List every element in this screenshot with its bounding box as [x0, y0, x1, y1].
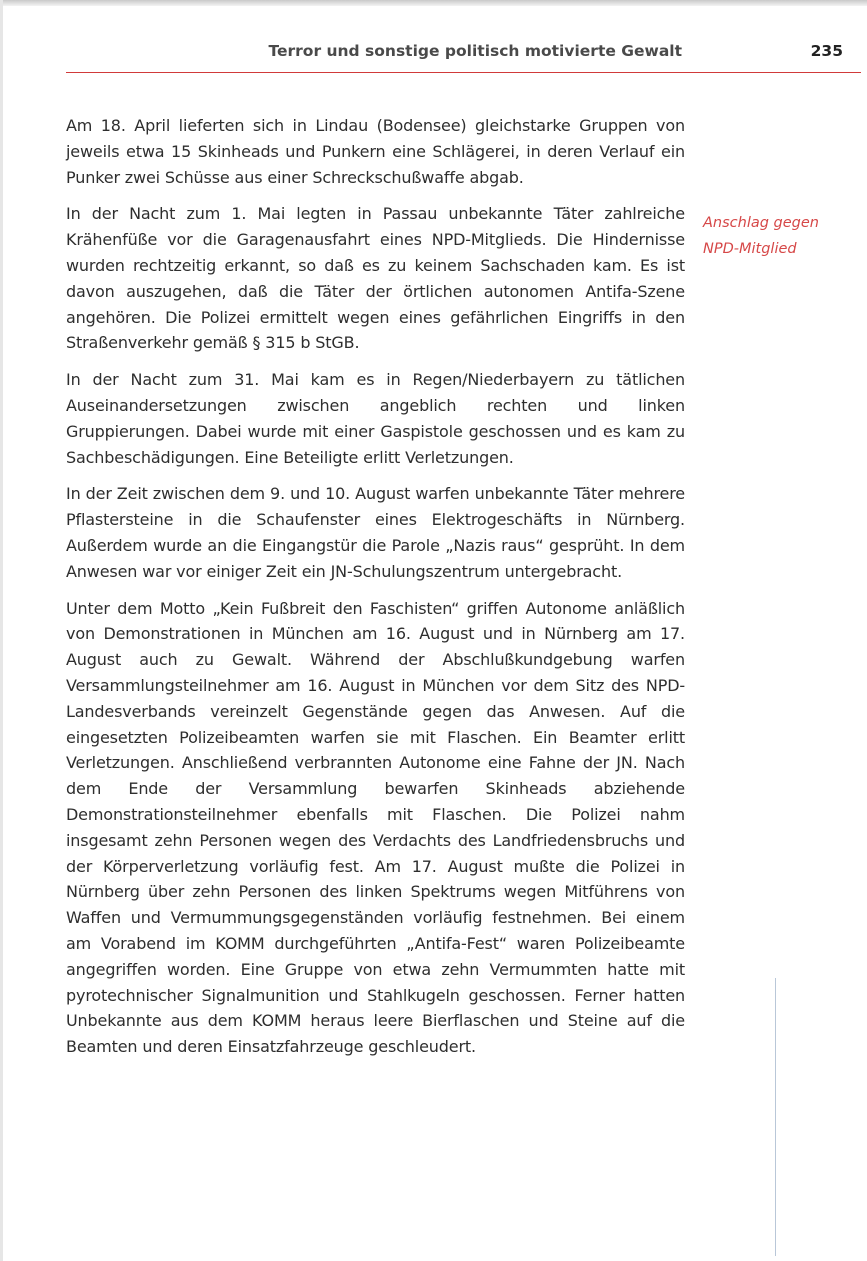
- paragraph-regen: In der Nacht zum 31. Mai kam es in Regen/Niederbayern zu tätlichen Auseinandersetzungen zwischen angeblich rechten und linken Gruppierungen. Dabei wurde mit einer Gaspistole geschossen und es kam zu Sachbeschädigungen. Eine Beteiligte erlitt Verletzungen.: [66, 370, 685, 467]
- scan-left-edge: [0, 0, 3, 1261]
- margin-note-line-1: Anschlag gegen: [703, 215, 819, 231]
- body-text: [66, 113, 685, 1071]
- header-title: Terror und sonstige politisch motivierte Gewalt: [268, 42, 682, 60]
- margin-note: [703, 210, 853, 262]
- running-header: [66, 38, 861, 73]
- margin-note-line-2: NPD-Mitglied: [703, 241, 797, 257]
- scan-artifact-line: [775, 978, 776, 1256]
- page-number: 235: [810, 42, 843, 60]
- paragraph-lindau: Am 18. April lieferten sich in Lindau (Bodensee) gleichstarke Gruppen von jeweils etwa 15 Skinheads und Punkern eine Schlägerei, in deren Verlauf ein Punker zwei Schüsse aus einer Schreckschußwaffe abgab.: [66, 116, 685, 187]
- paragraph-passau: In der Nacht zum 1. Mai legten in Passau unbekannte Täter zahlreiche Krähenfüße vor die Garagenausfahrt eines NPD-Mitglieds. Die Hindernisse wurden rechtzeitig erkannt, so daß es zu keinem Sachschaden kam. Es ist davon auszugehen, daß die Täter der örtlichen autonomen Antifa-Szene angehören. Die Polizei ermittelt wegen eines gefährlichen Eingriffs in den Straßenverkehr gemäß § 315 b StGB.: [66, 204, 685, 353]
- scan-top-edge: [0, 0, 867, 6]
- paragraph-nuernberg: In der Zeit zwischen dem 9. und 10. August warfen unbekannte Täter mehrere Pflastersteine in die Schaufenster eines Elektrogeschäfts in Nürnberg. Außerdem wurde an die Eingangstür die Parole „Nazis raus“ gesprüht. In dem Anwesen war vor einiger Zeit ein JN-Schulungszentrum untergebracht.: [66, 484, 685, 581]
- paragraph-demonstrations: Unter dem Motto „Kein Fußbreit den Faschisten“ griffen Autonome anläßlich von Demonstrationen in München am 16. August und in Nürnberg am 17. August auch zu Gewalt. Während der Abschlußkundgebung warfen Versammlungsteilnehmer am 16. August in München vor dem Sitz des NPD-Landesverbands vereinzelt Gegenstände gegen das Anwesen. Auf die eingesetzten Polizeibeamten warfen sie mit Flaschen. Ein Beamter erlitt Verletzungen. Anschließend verbrannten Autonome eine Fahne der JN. Nach dem Ende der Versammlung bewarfen Skinheads abziehende Demonstrationsteilnehmer ebenfalls mit Flaschen. Die Polizei nahm insgesamt zehn Personen wegen des Verdachts des Landfriedensbruchs und der Körperverletzung vorläufig fest. Am 17. August mußte die Polizei in Nürnberg über zehn Personen des linken Spektrums wegen Mitführens von Waffen und Vermummungsgegenständen vorläufig festnehmen. Bei einem am Vorabend im KOMM durchgeführten „Antifa-Fest“ waren Polizeibeamte angegriffen worden. Eine Gruppe von etwa zehn Vermummten hatte mit pyrotechnischer Signalmunition und Stahlkugeln geschossen. Ferner hatten Unbekannte aus dem KOMM heraus leere Bierflaschen und Steine auf die Beamten und deren Einsatzfahrzeuge geschleudert.: [66, 598, 685, 1057]
